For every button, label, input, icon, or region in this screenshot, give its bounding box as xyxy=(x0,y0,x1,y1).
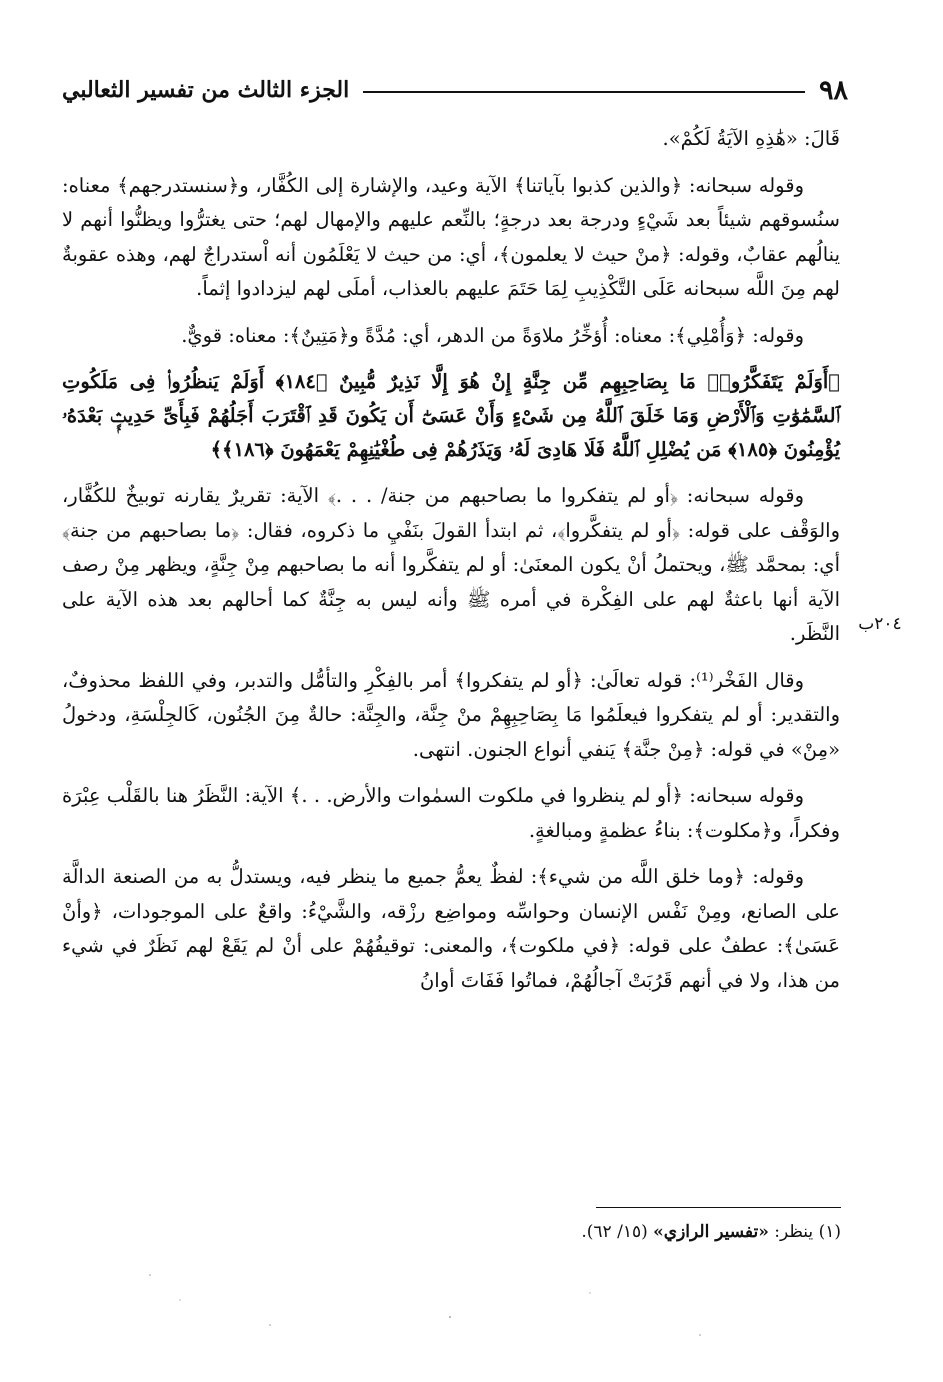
footnote-reference: (١٥/ ٦٢). xyxy=(581,1222,648,1242)
footnote-book-title: «تفسير الرازي» xyxy=(653,1222,769,1242)
paragraph-istidraj: وقوله سبحانه: ﴿والذين كذبوا بآياتنا﴾ الآية وعيد، والإشارة إلى الكُفَّار، و﴿سنستدرجهم﴾ معناه: سنُسوقهم شيئاً بعد شَيْءٍ ودرجة بعد درجةٍ؛ بالنِّعم عليهم والإمهال لهم؛ حتى يغترُّوا ويظنُّوا أنهم لا ينالُهم عقابٌ، وقوله: ﴿منْ حيث لا يعلمون﴾، أي: من حيث لا يَعْلَمُون أنه اْستدراجٌ لهم، وهذه عقوبةٌ لهم مِنَ اللَّه سبحانه عَلَى التَّكْذِيبِ لِمَا حَتَمَ عليهم بالعذاب، أملَى لهم ليزدادوا إثماً. xyxy=(62,173,840,300)
footnote xyxy=(300,1218,841,1246)
paragraph-umli: وقوله: ﴿وَأُمْلِي﴾: معناه: أُؤخِّرُ ملاوَةً من الدهر، أي: مُدَّةً و﴿مَتِينٌ﴾: معناه: قويٌّ. xyxy=(181,323,804,347)
running-title: الجزء الثالث من تفسير الثعالبي xyxy=(62,77,350,103)
margin-folio-note: ٢٠٤ب xyxy=(858,614,902,634)
paragraph-tafakkur: وقوله سبحانه: ﴿أو لم يتفكروا ما بصاحبهم من جنة/ . . .﴾ الآية: تقريرٌ يقارنه توبيخٌ للكُفَّار، والوَقْف على قوله: ﴿أو لم يتفكَّروا﴾، ثم ابتدأ القولَ بنَفْيِ ما ذكروه، فقال: ﴿ما بصاحبهم من جنة﴾ أي: بمحمَّد ﷺ، ويحتملُ أنْ يكون المعنَىٰ: أو لم يتفكَّروا أنه ما بصاحبهم مِنْ جِنَّةٍ، ويظهر مِنْ رصف الآية أنها باعثةٌ لهم على الفِكْرة في أمره ﷺ وأنه ليس به جِنَّةٌ كما أحالهم بعد هذه الآية على النَّظَر. xyxy=(62,484,840,645)
page-number: ٩٨ xyxy=(818,74,848,106)
footnote-number: (١) xyxy=(818,1222,841,1242)
footnote-rule xyxy=(596,1207,841,1208)
paragraph-malakut: وقوله سبحانه: ﴿أو لم ينظروا في ملكوت السمٰوات والأرض. . .﴾ الآية: النَّظَرُ هنا بالقَلْب عِبْرَة وفكراً، و﴿مكلوت﴾: بناءُ عظمةٍ ومبالغةٍ. xyxy=(62,784,840,842)
paragraph-fakhr: وقال الفَخْر⁽¹⁾: قوله تعالَىٰ: ﴿أو لم يتفكروا﴾ أمر بالفِكْرِ والتأمُّل والتدبر، وفي اللفظ محذوفٌ، والتقدير: أو لم يتفكروا فيعلَمُوا مَا بِصَاحِبِهِمْ منْ جِنَّة، والجِنَّة: حالةٌ مِنَ الجُنُون، كَالجِلْسَةِ، ودخولُ «مِنْ» في قوله: ﴿مِنْ جنَّة﴾ يَنفي أنواع الجنون. انتهى. xyxy=(62,668,840,761)
quran-verses-184-186: ﴿أَوَلَمْ يَتَفَكَّرُوا۟ مَا بِصَاحِبِهِم مِّن جِنَّةٍ إِنْ هُوَ إِلَّا نَذِيرٌ مُّبِينٌ ﴿١٨٤﴾ أَوَلَمْ يَنظُرُوا۟ فِى مَلَكُوتِ ٱلسَّمَٰوَٰتِ وَٱلْأَرْضِ وَمَا خَلَقَ ٱللَّهُ مِن شَىْءٍ وَأَنْ عَسَىٰٓ أَن يَكُونَ قَدِ ٱقْتَرَبَ أَجَلُهُمْ فَبِأَىِّ حَدِيثٍۭ بَعْدَهُۥ يُؤْمِنُونَ ﴿١٨٥﴾ مَن يُضْلِلِ ٱللَّهُ فَلَا هَادِىَ لَهُۥ وَيَذَرُهُمْ فِى طُغْيَٰنِهِمْ يَعْمَهُونَ ﴿١٨٦﴾﴾ xyxy=(62,370,841,461)
footnote-prefix: ينظر: xyxy=(774,1222,814,1242)
scan-specks xyxy=(120,1255,720,1355)
paragraph-wa-ma-khalaqa: وقوله: ﴿وما خلق اللَّه من شيء﴾: لفظٌ يعمُّ جميع ما ينظر فيه، ويستدلُّ به من الصنعة الدالَّة على الصانع، ومِنْ نَفْس الإنسان وحواسِّه ومواضِع رزْقه، والشَّيْءُ: واقعٌ على الموجودات، ﴿وأنْ عَسَىٰ﴾: عطفٌ على قوله: ﴿في ملكوت﴾، والمعنى: توقيفُهُمْ على أنْ لم يَقَعْ لهم نَظَرٌ في شيء من هذا، ولا في أنهم قَرُبَتْ آجالُهُمْ، فماتُوا فَفَاتَ أوانُ xyxy=(62,865,840,992)
page-header xyxy=(62,72,848,108)
paragraph-opening-quote: قَالَ: «هَٰذِهِ الآيَةُ لَكُمْ». xyxy=(662,127,840,150)
header-rule xyxy=(363,91,805,93)
page-body xyxy=(62,122,840,1010)
